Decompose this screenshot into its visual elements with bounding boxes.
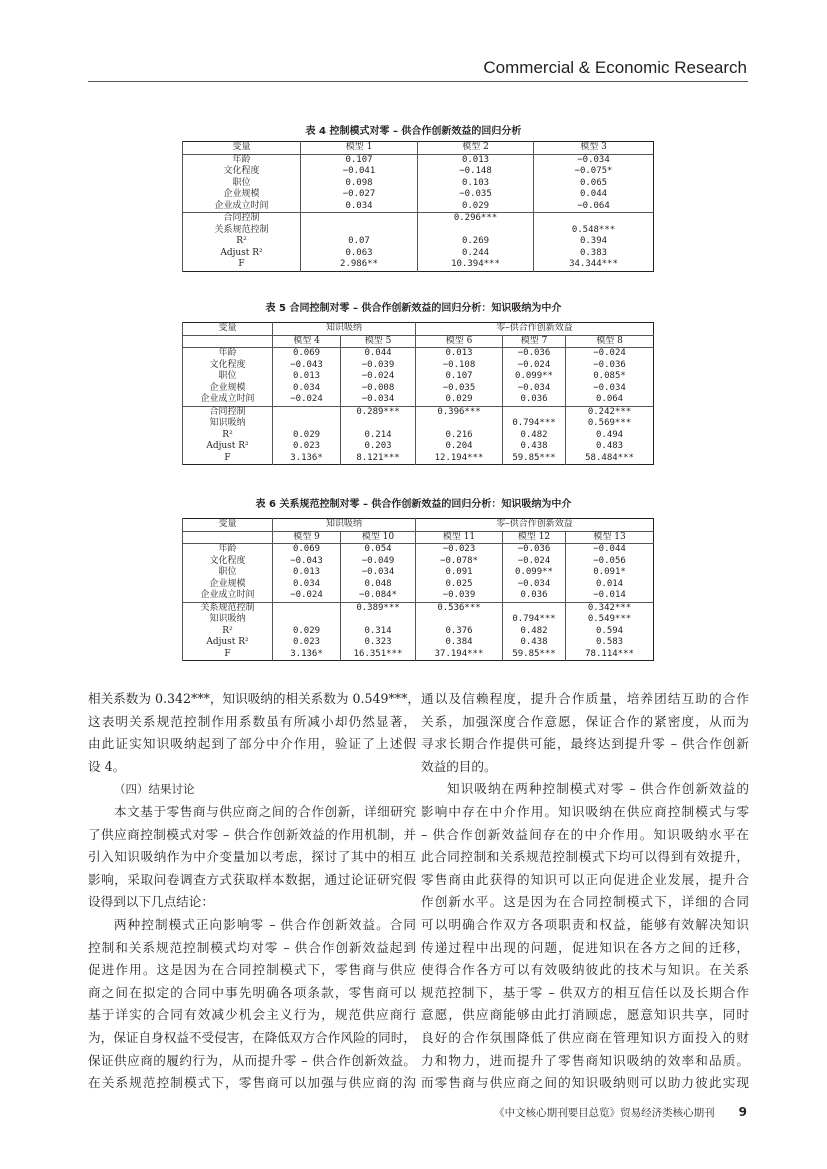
body-text-line: 通以及信赖程度，提升合作质量，培养团结互助的合作 [421,691,749,706]
table-cell: 0.036 [503,590,566,602]
table-cell: R² [183,430,273,442]
table-row [183,189,654,201]
table-row [183,213,654,225]
table-cell: 0.794*** [503,614,566,626]
table-cell: 零–供合作创新效益 [416,323,654,336]
table-cell: 0.103 [418,178,534,190]
table-row [183,441,654,453]
table-row [183,614,654,626]
table-cell: −0.043 [273,556,341,568]
body-text-line: 可以明确合作双方各项职责和权益，能够有效解决知识 [421,916,749,932]
table-cell: −0.034 [341,567,416,579]
body-text-line: 由此证实知识吸纳起到了部分中介作用，验证了上述假 [88,736,416,752]
table-cell: 企业规模 [183,579,273,591]
table-cell: 0.044 [534,189,654,201]
table-cell: 0.063 [301,248,418,260]
table-cell: 0.099** [503,567,566,579]
table-cell: 职位 [183,567,273,579]
table-cell: 0.044 [341,348,416,360]
body-text-line: 这表明关系规范控制作用系数虽有所减小却仍然显著， [88,713,416,729]
table-cell [301,225,418,237]
table-cell: 0.569*** [566,418,654,430]
page-number: 9 [738,1105,747,1119]
table-caption: 表 4 控制模式对零 – 供合作创新效益的回归分析 [305,126,522,137]
table-cell: 模型 5 [341,335,416,348]
table-cell: −0.039 [341,360,416,372]
table-cell: 模型 12 [503,531,566,544]
table-cell: 0.482 [503,430,566,442]
table-cell: 0.036 [503,394,566,406]
table-cell: 0.384 [416,637,503,649]
table-cell: −0.084* [341,590,416,602]
table-row [183,637,654,649]
table-cell: 2.986** [301,259,418,271]
table-cell: −0.036 [503,348,566,360]
table-cell: −0.064 [534,201,654,213]
table-row [183,406,654,418]
table-cell: 0.583 [566,637,654,649]
table-group-header [183,519,654,532]
table-cell: 年龄 [183,154,301,166]
section-heading: （四）结果讨论 [114,782,195,797]
table-cell: 0.438 [503,441,566,453]
body-text-line: 寻求长期合作提供可能，最终达到提升零 – 供合作创新 [421,736,749,752]
table-cell: 0.482 [503,626,566,638]
table-row [183,602,654,614]
table-cell: 0.214 [341,430,416,442]
table-cell: −0.024 [273,394,341,406]
table-cell: 合同控制 [183,406,273,418]
table-cell: 企业规模 [183,189,301,201]
table-cell: F [183,649,273,661]
table-cell: 0.029 [418,201,534,213]
table-cell: 0.091 [416,567,503,579]
body-text-line: 控制和关系规范控制模式均对零 – 供合作创新效益起到 [88,939,416,955]
table-cell: 0.099** [503,371,566,383]
body-text-line: 基于详实的合同有效减少机会主义行为，规范供应商行 [88,1007,416,1023]
table-cell: 59.85*** [503,453,566,465]
table-cell: 0.034 [273,383,341,395]
body-text-line: 零售商由此获得的知识可以正向促进企业发展，提升合 [421,871,749,887]
table-cell: 变量 [183,519,273,532]
table-cell: 模型 3 [534,142,654,155]
table-cell: 0.594 [566,626,654,638]
journal-title: Commercial & Economic Research [483,58,747,77]
table-cell: 0.023 [273,637,341,649]
table-cell: 16.351*** [341,649,416,661]
body-right-column [421,688,749,1095]
table-cell: 0.048 [341,579,416,591]
table-cell: −0.024 [566,348,654,360]
page-footer [494,1105,747,1120]
table-cell: 0.536*** [416,602,503,614]
body-text-line: 设得到以下几点结论： [88,894,214,910]
header-rule [88,81,748,82]
table-cell: 0.029 [416,394,503,406]
table-cell: −0.035 [416,383,503,395]
table-group-header [183,323,654,336]
table-cell: 0.244 [418,248,534,260]
table-cell: Adjust R² [183,637,273,649]
table-cell: 0.269 [418,236,534,248]
table-cell: 职位 [183,178,301,190]
table-cell: 0.029 [273,626,341,638]
table-cell [534,213,654,225]
table-cell: 零–供合作创新效益 [416,519,654,532]
body-text-line: 效益的目的。 [421,758,497,774]
body-text-line: 引入知识吸纳作为中介变量加以考虑，探讨了其中的相互 [88,849,416,865]
table-cell [418,225,534,237]
body-text-line: 良好的合作氛围降低了供应商在管理知识方面投入的财 [421,1029,749,1045]
table-cell: Adjust R² [183,248,301,260]
table-cell: Adjust R² [183,441,273,453]
body-text-line: 本文基于零售商与供应商之间的合作创新，详细研究 [114,803,416,819]
table-cell: 模型 4 [273,335,341,348]
table-cell [301,213,418,225]
table-header-row [183,335,654,348]
body-text-line: 知识吸纳在两种控制模式对零 – 供合作创新效益的 [447,781,749,797]
table-cell: 0.013 [273,567,341,579]
table-cell: 模型 6 [416,335,503,348]
table-cell [273,418,341,430]
table-cell: 企业成立时间 [183,590,273,602]
table-caption: 表 5 合同控制对零 – 供合作创新效益的回归分析：知识吸纳为中介 [265,303,562,314]
table-row [183,649,654,661]
body-text-line: 为，保证自身权益不受侵害，在降低双方合作风险的同时， [88,1029,416,1045]
table-row [183,201,654,213]
table-cell: 0.203 [341,441,416,453]
table-cell: −0.108 [416,360,503,372]
table-cell: 0.034 [273,579,341,591]
table-row [183,567,654,579]
table-cell: F [183,259,301,271]
table-cell: 0.054 [341,544,416,556]
table-cell: 0.023 [273,441,341,453]
body-text-line: 促进作用。这是因为在合同控制模式下，零售商与供应 [88,962,416,978]
table-cell: 模型 2 [418,142,534,155]
table-caption: 表 6 关系规范控制对零 – 供合作创新效益的回归分析：知识吸纳为中介 [255,499,572,510]
table-cell: 知识吸纳 [183,614,273,626]
table-cell: 年龄 [183,348,273,360]
table-cell: 文化程度 [183,360,273,372]
table-cell [416,614,503,626]
table-row [183,453,654,465]
table-cell: 0.396*** [416,406,503,418]
table-cell: 0.438 [503,637,566,649]
table-cell: −0.024 [341,371,416,383]
table-cell: 0.323 [341,637,416,649]
body-left-column [88,688,420,1095]
table-cell [183,531,273,544]
table-cell: 0.494 [566,430,654,442]
table-row [183,248,654,260]
table-cell: −0.056 [566,556,654,568]
table-cell: 0.013 [416,348,503,360]
table-cell: 37.194*** [416,649,503,661]
body-text-line: 意愿，供应商能够由此打消顾虑，愿意知识共享，同时 [421,1007,749,1023]
body-text-line: 影响，采取问卷调查方式获取样本数据，通过论证研究假 [88,871,416,887]
table-cell: −0.024 [503,360,566,372]
table-row [183,383,654,395]
table-cell: 0.376 [416,626,503,638]
table-cell: 0.794*** [503,418,566,430]
body-text-line: 在关系规范控制模式下，零售商可以加强与供应商的沟 [88,1075,416,1091]
table-cell: 8.121*** [341,453,416,465]
table-row [183,360,654,372]
table-cell: 10.394*** [418,259,534,271]
table-cell: 0.014 [566,579,654,591]
table-cell [341,614,416,626]
table-cell [273,614,341,626]
table-row [183,626,654,638]
table-cell [416,418,503,430]
table-cell: −0.035 [418,189,534,201]
table-cell: 关系规范控制 [183,602,273,614]
body-text-line: 了供应商控制模式对零 – 供合作创新效益的作用机制，并 [88,826,416,842]
body-text-line: 规范控制下，基于零 – 供双方的相互信任以及长期合作 [421,984,749,1000]
table-cell: −0.034 [534,154,654,166]
table-cell: 0.069 [273,348,341,360]
table-cell: −0.024 [503,556,566,568]
table-cell: −0.039 [416,590,503,602]
table-row [183,154,654,166]
table-row [183,259,654,271]
table-cell: 企业成立时间 [183,394,273,406]
table-row [183,236,654,248]
table-cell: 关系规范控制 [183,225,301,237]
table-cell: 0.204 [416,441,503,453]
body-text-line: 设 4。 [88,758,126,774]
table-cell: 0.029 [273,430,341,442]
body-text-line: 而零售商与供应商之间的知识吸纳则可以助力彼此实现 [421,1075,749,1091]
table-cell: 合同控制 [183,213,301,225]
table-cell: 变量 [183,142,301,155]
table-cell: 0.064 [566,394,654,406]
table-cell: 3.136* [273,649,341,661]
table-cell: 模型 1 [301,142,418,155]
table-cell: −0.036 [566,360,654,372]
table-cell: 0.013 [418,154,534,166]
body-text-line: 关系，加强深度合作意愿，保证合作的紧密度，从而为 [421,713,749,729]
table-cell: 0.342*** [566,602,654,614]
table-cell: F [183,453,273,465]
table-cell: 0.098 [301,178,418,190]
body-text-line: 使得合作各方可以有效吸纳彼此的技术与知识。在关系 [421,962,749,978]
body-text-line: 两种控制模式正向影响零 – 供合作创新效益。合同 [114,916,416,932]
table-cell: 0.549*** [566,614,654,626]
table-header-row [183,142,654,155]
table-cell: −0.027 [301,189,418,201]
body-text-line: 影响中存在中介作用。知识吸纳在供应商控制模式与零 [421,803,749,819]
table-cell [503,602,566,614]
table-row [183,394,654,406]
table-row [183,579,654,591]
table-row [183,418,654,430]
table-cell: −0.049 [341,556,416,568]
table-cell [183,335,273,348]
body-text-line: 相关系数为 0.342***，知识吸纳的相关系数为 0.549***， [88,691,420,706]
body-text-line: – 供合作创新效益间存在的中介作用。知识吸纳水平在 [421,826,749,842]
table-cell: R² [183,626,273,638]
table-cell: −0.041 [301,166,418,178]
table-cell: 0.07 [301,236,418,248]
table-cell: 模型 11 [416,531,503,544]
table-cell: 34.344*** [534,259,654,271]
table-cell: 0.548*** [534,225,654,237]
body-text-line: 保证供应商的履约行为，从而提升零 – 供合作创新效益。 [88,1052,416,1068]
regression-table [182,518,654,661]
table-cell [503,406,566,418]
table-cell: 0.216 [416,430,503,442]
body-text-line: 商之间在拟定的合同中事先明确各项条款，零售商可以 [88,984,416,1000]
table-cell: 企业规模 [183,383,273,395]
table-cell [341,418,416,430]
table-cell: 0.065 [534,178,654,190]
table-cell: −0.036 [503,544,566,556]
table-cell: 0.013 [273,371,341,383]
table-cell: 0.085* [566,371,654,383]
table-row [183,371,654,383]
table-cell: −0.008 [341,383,416,395]
table-cell: 文化程度 [183,166,301,178]
table-cell: 模型 8 [566,335,654,348]
table-cell: 职位 [183,371,273,383]
table-cell: 0.107 [301,154,418,166]
body-text-line: 传递过程中出现的问题，促进知识在各方之间的迁移， [421,939,749,955]
table-cell: −0.044 [566,544,654,556]
table-cell: −0.014 [566,590,654,602]
table-cell: 知识吸纳 [183,418,273,430]
body-text-line: 力和物力，进而提升了零售商知识吸纳的效率和品质。 [421,1052,749,1068]
table-cell: 模型 9 [273,531,341,544]
table-cell: −0.078* [416,556,503,568]
regression-table [182,141,654,272]
table-cell: 知识吸纳 [273,519,416,532]
table-row [183,590,654,602]
table-cell: 0.091* [566,567,654,579]
table-cell: 0.289*** [341,406,416,418]
table-cell: 0.483 [566,441,654,453]
table-cell: 59.85*** [503,649,566,661]
table-cell: 0.107 [416,371,503,383]
table-cell: 58.484*** [566,453,654,465]
table-cell: 3.136* [273,453,341,465]
table-cell: 0.314 [341,626,416,638]
table-cell: 0.394 [534,236,654,248]
table-row [183,178,654,190]
table-cell: −0.034 [503,383,566,395]
table-row [183,225,654,237]
table-row [183,556,654,568]
table-cell: −0.148 [418,166,534,178]
table-row [183,348,654,360]
table-cell [273,406,341,418]
table-cell: R² [183,236,301,248]
table-cell: 12.194*** [416,453,503,465]
table-cell: 0.034 [301,201,418,213]
table-row [183,544,654,556]
table-cell: −0.023 [416,544,503,556]
table-cell: 模型 7 [503,335,566,348]
table-cell: 0.242*** [566,406,654,418]
table-cell: 年龄 [183,544,273,556]
body-text-line: 此合同控制和关系规范控制模式下均可以得到有效提升， [421,849,749,865]
table-cell: 模型 13 [566,531,654,544]
table-row [183,430,654,442]
table-cell: 78.114*** [566,649,654,661]
table-cell: −0.034 [341,394,416,406]
table-cell: −0.034 [503,579,566,591]
table-cell: 0.383 [534,248,654,260]
table-cell: 0.296*** [418,213,534,225]
table-cell: 文化程度 [183,556,273,568]
table-cell: 0.025 [416,579,503,591]
table-cell: 知识吸纳 [273,323,416,336]
table-row [183,166,654,178]
table-cell [273,602,341,614]
table-cell: −0.075* [534,166,654,178]
body-text-line: 作创新水平。这是因为在合同控制模式下，详细的合同 [421,894,749,910]
table-cell: 模型 10 [341,531,416,544]
footer-text: 《中文核心期刊要目总览》贸易经济类核心期刊 [494,1107,715,1119]
regression-table [182,322,654,465]
table-cell: 0.069 [273,544,341,556]
table-cell: 0.389*** [341,602,416,614]
table-cell: −0.034 [566,383,654,395]
table-cell: 企业成立时间 [183,201,301,213]
table-cell: −0.043 [273,360,341,372]
table-header-row [183,531,654,544]
table-cell: −0.024 [273,590,341,602]
table-cell: 变量 [183,323,273,336]
